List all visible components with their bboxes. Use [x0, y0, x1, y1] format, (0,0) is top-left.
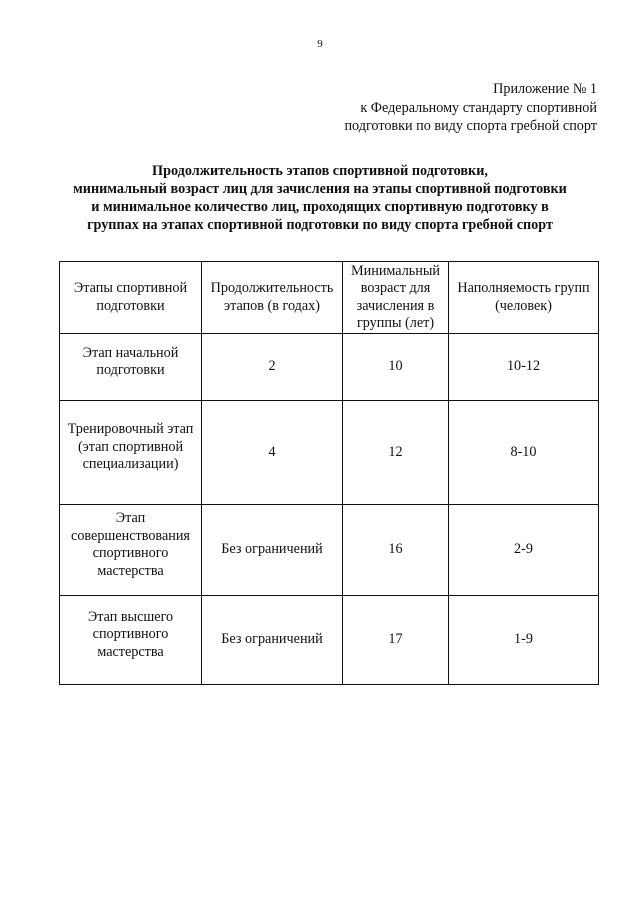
table-row — [60, 401, 599, 505]
stage-name: Этап совершенствования спортивного мастерства — [71, 510, 190, 579]
table-row — [60, 334, 599, 401]
appendix-line: Приложение № 1 — [493, 81, 597, 97]
min-age-cell: 16 — [343, 505, 449, 596]
column-header-min-age: Минимальный возраст для зачисления в группы (лет) — [343, 262, 449, 334]
stage-cell — [60, 505, 202, 596]
min-age-cell: 12 — [343, 401, 449, 505]
table-row — [60, 596, 599, 685]
duration-cell: 4 — [202, 401, 343, 505]
duration-cell: 2 — [202, 334, 343, 401]
title-line: Продолжительность этапов спортивной подготовки, — [152, 163, 488, 179]
group-size-cell: 8-10 — [449, 401, 599, 505]
min-age-cell: 10 — [343, 334, 449, 401]
stage-name: Этап высшего спортивного мастерства — [87, 608, 174, 660]
document-title — [40, 162, 600, 234]
stage-cell — [60, 596, 202, 685]
duration-cell: Без ограничений — [202, 505, 343, 596]
appendix-line: к Федеральному стандарту спортивной — [360, 99, 597, 116]
min-age-cell: 17 — [343, 596, 449, 685]
appendix-header — [277, 80, 597, 136]
title-line: и минимальное количество лиц, проходящих спортивную подготовку в — [91, 199, 549, 215]
training-stages-table — [59, 261, 599, 685]
stage-name: Тренировочный этап (этап спортивной специализации) — [67, 421, 194, 473]
column-header-duration: Продолжительность этапов (в годах) — [202, 262, 343, 334]
title-line: группах на этапах спортивной подготовки по виду спорта гребной спорт — [87, 217, 553, 233]
column-header-stage: Этапы спортивной подготовки — [60, 262, 202, 334]
group-size-cell: 1-9 — [449, 596, 599, 685]
stage-name: Этап начальной подготовки — [82, 344, 179, 378]
page-number: 9 — [317, 38, 323, 50]
duration-cell: Без ограничений — [202, 596, 343, 685]
stage-cell — [60, 334, 202, 401]
group-size-cell: 2-9 — [449, 505, 599, 596]
table-row — [60, 505, 599, 596]
appendix-line: подготовки по виду спорта гребной спорт — [344, 118, 597, 134]
stage-cell — [60, 401, 202, 505]
title-line: минимальный возраст лиц для зачисления на этапы спортивной подготовки — [73, 181, 567, 197]
group-size-cell: 10-12 — [449, 334, 599, 401]
column-header-group-size: Наполняемость групп (человек) — [449, 262, 599, 334]
table-header-row — [60, 262, 599, 334]
